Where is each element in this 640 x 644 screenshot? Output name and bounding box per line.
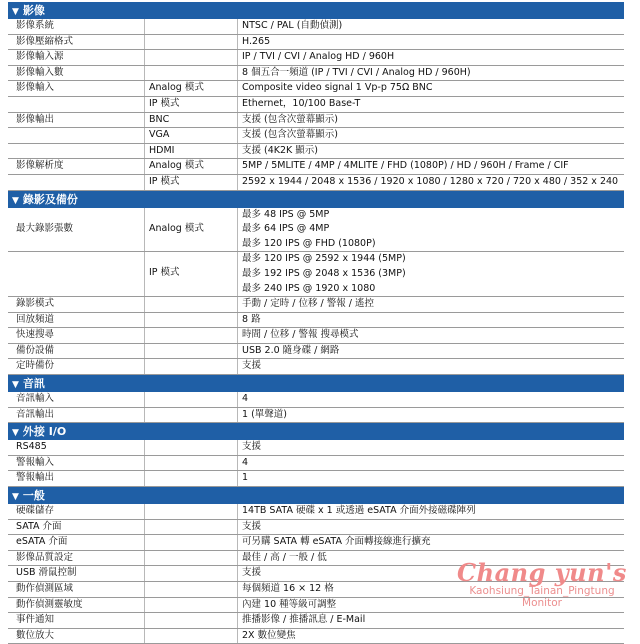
spec-row <box>8 81 624 97</box>
spec-sublabel <box>144 566 237 581</box>
spec-sublabel: BNC <box>144 113 237 128</box>
spec-sublabel <box>144 456 237 471</box>
spec-sublabel <box>144 582 237 597</box>
spec-sublabel <box>144 535 237 550</box>
spec-sublabel: Analog 模式 <box>144 208 237 252</box>
spec-row <box>8 359 624 375</box>
spec-label: 回放頻道 <box>16 313 55 325</box>
spec-row <box>8 35 624 51</box>
spec-row <box>8 408 624 424</box>
spec-value-line: 支援 (4K2K 顯示) <box>242 144 319 156</box>
spec-label: 數位放大 <box>16 629 55 641</box>
spec-value <box>237 297 624 312</box>
spec-value-line: 支援 <box>242 441 262 453</box>
spec-value-line: 1 <box>242 472 249 484</box>
spec-sublabel: VGA <box>144 128 237 143</box>
spec-value-line: 支援 <box>242 360 262 372</box>
spec-row <box>8 520 624 536</box>
spec-label <box>8 97 144 112</box>
spec-sublabel <box>144 313 237 328</box>
spec-sublabel: HDMI <box>144 144 237 159</box>
spec-sublabel <box>144 50 237 65</box>
spec-row <box>8 144 624 160</box>
spec-table <box>8 2 624 644</box>
spec-label: 影像輸入數 <box>16 66 64 78</box>
watermark-brand: Chang yun's <box>457 558 627 587</box>
spec-sublabel <box>144 359 237 374</box>
spec-row <box>8 328 624 344</box>
spec-row <box>8 471 624 487</box>
watermark-tagline: Monitor <box>522 597 562 609</box>
spec-value-line: 內建 10 種等級可調整 <box>242 598 337 610</box>
spec-value-line: 8 個五合一頻道 (IP / TVI / CVI / Analog HD / 960H) <box>242 66 471 78</box>
section-header <box>8 487 624 504</box>
spec-value-line: 4 <box>242 393 249 405</box>
spec-row <box>8 66 624 82</box>
spec-sublabel <box>144 392 237 407</box>
spec-row <box>8 313 624 329</box>
spec-label <box>8 128 144 143</box>
spec-value <box>237 66 624 81</box>
spec-value-line: 2X 數位變焦 <box>242 629 296 641</box>
spec-row <box>8 392 624 408</box>
spec-label: 影像輸入 <box>16 82 55 94</box>
spec-label: 動作偵測靈敏度 <box>16 598 83 610</box>
spec-value <box>237 159 624 174</box>
spec-value-line: 最多 240 IPS @ 1920 x 1080 <box>242 282 376 294</box>
triangle-down-icon: ▼ <box>12 195 19 206</box>
spec-label: 最大錄影張數 <box>16 222 74 234</box>
triangle-down-icon: ▼ <box>12 7 19 17</box>
spec-value-line: 最多 48 IPS @ 5MP <box>242 208 330 220</box>
spec-row <box>8 175 624 191</box>
spec-value <box>237 128 624 143</box>
spec-value <box>237 440 624 455</box>
spec-sublabel <box>144 66 237 81</box>
spec-value-line: 最多 192 IPS @ 2048 x 1536 (3MP) <box>242 267 406 279</box>
spec-label: 影像系統 <box>16 20 55 31</box>
spec-value <box>237 471 624 486</box>
spec-value <box>237 344 624 359</box>
spec-label: USB 滑鼠控制 <box>16 567 77 579</box>
spec-label <box>8 144 144 159</box>
section-title: 音訊 <box>22 377 45 391</box>
spec-row <box>8 252 624 297</box>
spec-value <box>237 504 624 519</box>
spec-value-line: H.265 <box>242 35 271 47</box>
spec-row <box>8 456 624 472</box>
spec-label: 快速搜尋 <box>16 329 55 341</box>
spec-label: eSATA 介面 <box>16 536 68 548</box>
spec-sublabel <box>144 598 237 613</box>
spec-value-line: 14TB SATA 硬碟 x 1 或透過 eSATA 介面外接磁碟陣列 <box>242 505 476 517</box>
spec-row <box>8 613 624 629</box>
spec-label: RS485 <box>16 441 47 453</box>
spec-value <box>237 613 624 628</box>
spec-sublabel: IP 模式 <box>144 175 237 190</box>
spec-sublabel: Analog 模式 <box>144 159 237 174</box>
spec-row <box>8 344 624 360</box>
spec-value-line: 4 <box>242 456 249 468</box>
spec-value <box>237 113 624 128</box>
spec-row <box>8 19 624 35</box>
spec-value <box>237 175 624 190</box>
spec-row <box>8 50 624 66</box>
spec-value <box>237 313 624 328</box>
triangle-down-icon: ▼ <box>12 492 19 503</box>
spec-value-line: 8 路 <box>242 313 261 325</box>
spec-value <box>237 629 624 644</box>
section-header <box>8 191 624 208</box>
spec-row <box>8 159 624 175</box>
spec-value <box>237 144 624 159</box>
spec-sublabel: IP 模式 <box>144 252 237 296</box>
spec-value <box>237 252 624 296</box>
spec-sublabel <box>144 440 237 455</box>
spec-value-line: Composite video signal 1 Vp-p 75Ω BNC <box>242 82 433 94</box>
spec-value-line: 支援 <box>242 567 262 579</box>
spec-sublabel <box>144 297 237 312</box>
spec-row <box>8 535 624 551</box>
spec-sublabel <box>144 520 237 535</box>
spec-label <box>8 252 144 296</box>
spec-value <box>237 19 624 34</box>
spec-label: 影像解析度 <box>16 160 64 172</box>
spec-sublabel <box>144 504 237 519</box>
spec-value <box>237 208 624 252</box>
watermark-region: Kaohsiung_Tainan_Pingtung <box>469 585 615 597</box>
triangle-down-icon: ▼ <box>12 380 19 391</box>
spec-value-line: 推播影像 / 推播訊息 / E-Mail <box>242 614 366 626</box>
spec-label: 影像輸出 <box>16 113 55 125</box>
spec-value <box>237 81 624 96</box>
spec-value-line: 支援 (包含次螢幕顯示) <box>242 113 338 125</box>
spec-row <box>8 97 624 113</box>
spec-value-line: 支援 <box>242 520 262 532</box>
spec-label: 動作偵測區域 <box>16 583 74 594</box>
spec-value-line: 支援 (包含次螢幕顯示) <box>242 129 338 141</box>
spec-label <box>8 175 144 190</box>
spec-row <box>8 113 624 129</box>
spec-row <box>8 128 624 144</box>
spec-label: 警報輸入 <box>16 456 55 468</box>
spec-sublabel <box>144 613 237 628</box>
spec-sublabel <box>144 19 237 34</box>
watermark-logo <box>452 558 632 609</box>
section-header <box>8 423 624 440</box>
spec-value <box>237 97 624 112</box>
spec-value-line: 最多 64 IPS @ 4MP <box>242 223 330 235</box>
spec-sublabel <box>144 328 237 343</box>
section-header <box>8 375 624 392</box>
spec-value <box>237 50 624 65</box>
spec-sublabel: IP 模式 <box>144 97 237 112</box>
spec-value-line: NTSC / PAL (自動偵測) <box>242 20 343 31</box>
spec-row <box>8 504 624 520</box>
spec-label: SATA 介面 <box>16 520 62 532</box>
section-header <box>8 2 624 19</box>
spec-value-line: 最佳 / 高 / 一般 / 低 <box>242 551 327 563</box>
spec-value-line: 可另購 SATA 轉 eSATA 介面轉接線進行擴充 <box>242 536 431 548</box>
spec-sublabel <box>144 629 237 644</box>
section-title: 影像 <box>22 4 45 17</box>
spec-label: 影像輸入源 <box>16 51 64 63</box>
spec-value-line: Ethernet，10/100 Base-T <box>242 97 361 109</box>
spec-label: 音訊輸入 <box>16 393 55 405</box>
spec-sublabel <box>144 471 237 486</box>
spec-label: 音訊輸出 <box>16 408 55 420</box>
spec-value <box>237 392 624 407</box>
spec-value <box>237 35 624 50</box>
spec-value-line: 2592 x 1944 / 2048 x 1536 / 1920 x 1080 / 1280 x 720 / 720 x 480 / 352 x 240 <box>242 175 619 187</box>
spec-value-line: IP / TVI / CVI / Analog HD / 960H <box>242 51 395 63</box>
spec-value <box>237 328 624 343</box>
spec-value <box>237 535 624 550</box>
spec-value-line: 時間 / 位移 / 警報 搜尋模式 <box>242 329 359 341</box>
spec-sublabel <box>144 35 237 50</box>
spec-sublabel <box>144 551 237 566</box>
spec-value <box>237 408 624 423</box>
section-title: 外接 I/O <box>22 425 67 439</box>
spec-value-line: 最多 120 IPS @ 2592 x 1944 (5MP) <box>242 253 406 265</box>
spec-value-line: USB 2.0 隨身碟 / 網路 <box>242 344 340 356</box>
spec-row <box>8 629 624 644</box>
spec-value-line: 1 (單聲道) <box>242 408 287 420</box>
spec-label: 備份設備 <box>16 344 55 356</box>
section-title: 一般 <box>22 489 45 503</box>
spec-value-line: 手動 / 定時 / 位移 / 警報 / 遙控 <box>242 298 374 310</box>
spec-value <box>237 520 624 535</box>
spec-value-line: 5MP / 5MLITE / 4MP / 4MLITE / FHD (1080P) / HD / 960H / Frame / CIF <box>242 160 569 172</box>
triangle-down-icon: ▼ <box>12 428 19 439</box>
spec-row <box>8 440 624 456</box>
spec-label: 影像壓縮格式 <box>16 35 74 47</box>
spec-label: 定時備份 <box>16 360 55 372</box>
spec-label: 警報輸出 <box>16 472 55 484</box>
spec-sublabel <box>144 344 237 359</box>
spec-label: 錄影模式 <box>16 298 55 310</box>
spec-label: 事件通知 <box>16 614 55 626</box>
spec-row <box>8 208 624 253</box>
spec-sublabel: Analog 模式 <box>144 81 237 96</box>
spec-value-line: 最多 120 IPS @ FHD (1080P) <box>242 237 376 249</box>
spec-value <box>237 456 624 471</box>
section-title: 錄影及備份 <box>22 192 78 206</box>
spec-label: 影像品質設定 <box>16 551 74 563</box>
spec-sublabel <box>144 408 237 423</box>
spec-value <box>237 359 624 374</box>
spec-label: 硬碟儲存 <box>16 505 55 517</box>
spec-row <box>8 297 624 313</box>
spec-value-line: 每個頻道 16 × 12 格 <box>242 583 334 594</box>
